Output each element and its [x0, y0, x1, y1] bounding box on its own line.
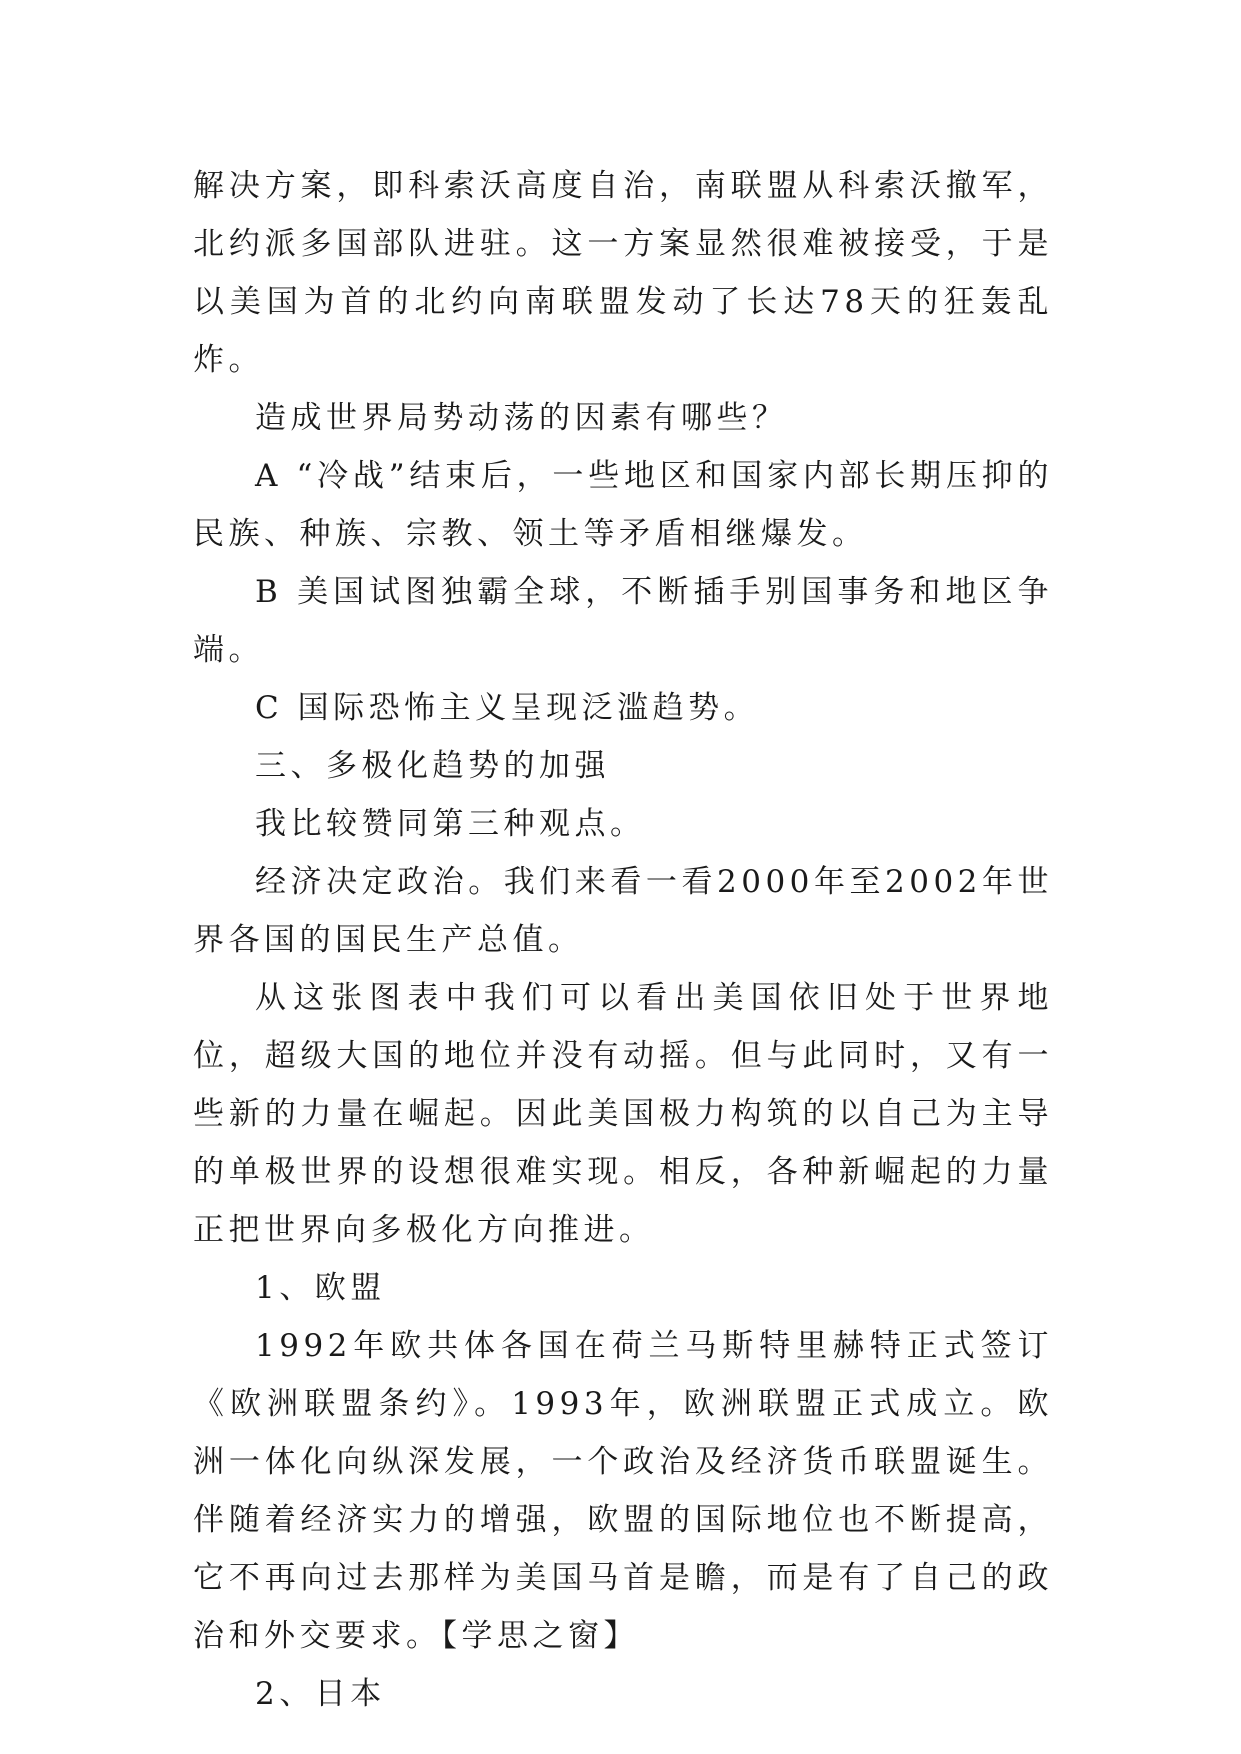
paragraph-chart-analysis: 从这张图表中我们可以看出美国依旧处于世界地位，超级大国的地位并没有动摇。但与此同时，又有一些新的力量在崛起。因此美国极力构筑的以自己为主导的单极世界的设想很难实现。相反，各种新崛起的力量正把世界向多极化方向推进。 [193, 980, 1053, 1248]
paragraph-kosovo-plan: 解决方案，即科索沃高度自治，南联盟从科索沃撤军，北约派多国部队进驻。这一方案显然很难被接受，于是以美国为首的北约向南联盟发动了长达78天的狂轰乱炸。 [193, 168, 1053, 378]
paragraph-opinion: 我比较赞同第三种观点。 [255, 806, 646, 842]
paragraph-option-a: A “冷战”结束后，一些地区和国家内部长期压抑的民族、种族、宗教、领土等矛盾相继爆发。 [193, 458, 1053, 552]
paragraph-question: 造成世界局势动荡的因素有哪些？ [255, 400, 788, 436]
paragraph-economy: 经济决定政治。我们来看一看2000年至2002年世界各国的国民生产总值。 [193, 864, 1053, 958]
paragraph-eu: 1992年欧共体各国在荷兰马斯特里赫特正式签订《欧洲联盟条约》。1993年，欧洲联盟正式成立。欧洲一体化向纵深发展，一个政治及经济货币联盟诞生。伴随着经济实力的增强，欧盟的国际地位也不断提高，它不再向过去那样为美国马首是瞻，而是有了自己的政治和外交要求。【学思之窗】 [193, 1328, 1053, 1654]
section-heading-multipolar: 三、多极化趋势的加强 [255, 748, 610, 784]
subheading-japan: 2、日本 [255, 1676, 386, 1712]
paragraph-option-b: B 美国试图独霸全球，不断插手别国事务和地区争端。 [193, 574, 1053, 668]
document-page [193, 157, 1053, 1723]
subheading-eu: 1、欧盟 [255, 1270, 386, 1306]
paragraph-option-c: C 国际恐怖主义呈现泛滥趋势。 [255, 690, 760, 726]
